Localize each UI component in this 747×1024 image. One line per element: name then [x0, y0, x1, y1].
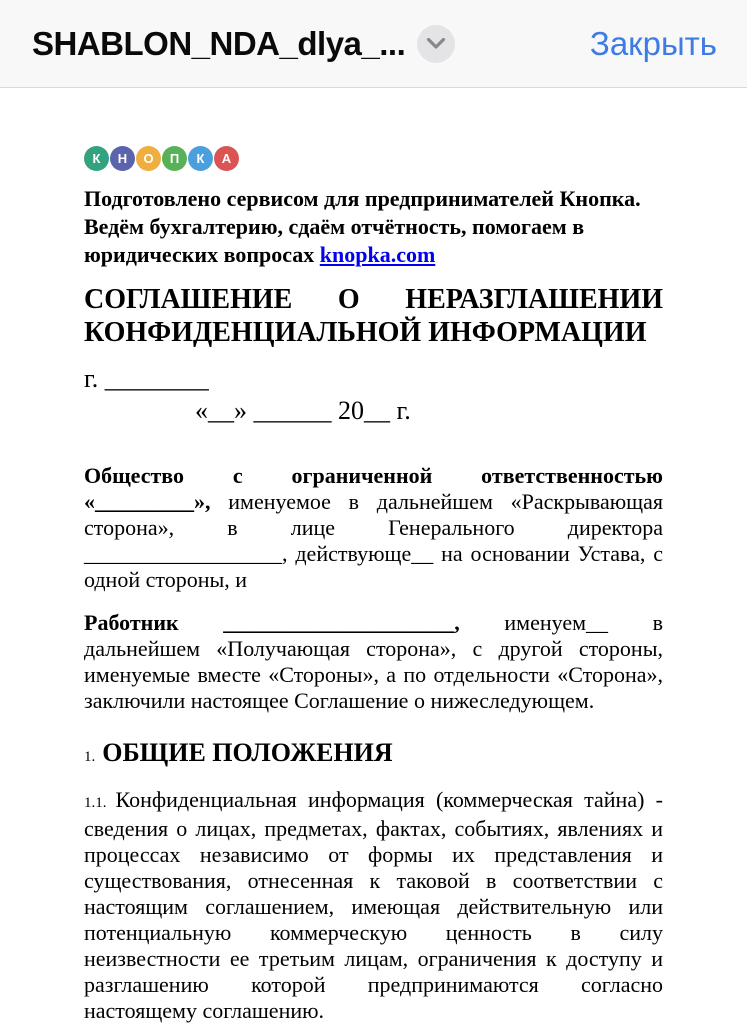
receiving-party-paragraph — [84, 610, 663, 714]
intro-text — [84, 185, 663, 269]
logo-circle-3: О — [136, 146, 161, 171]
logo-circle-5: К — [188, 146, 213, 171]
agreement-title: СОГЛАШЕНИЕ О НЕРАЗГЛАШЕНИИ КОНФИДЕНЦИАЛЬНОЙ ИНФОРМАЦИИ — [84, 284, 663, 348]
document-page — [0, 88, 747, 1024]
text-run: Работник _____________________, — [84, 610, 505, 635]
text-run: именуем__ в дальнейшем «Получающая сторона», с другой стороны, именуемые вместе «Стороны», а по отдельности «Сторона», заключили настоящее Соглашение о нижеследующем. — [84, 610, 663, 713]
header-bar — [0, 0, 747, 88]
title-dropdown-button[interactable] — [417, 25, 455, 63]
text-run: именуемое в дальнейшем «Раскрывающая сторона», в лице Генерального директора __________________, действующе__ на основании Устава, с одной стороны, и — [84, 489, 663, 592]
section-number: 1. — [84, 749, 96, 765]
knopka-logo — [84, 146, 663, 171]
logo-circle-2: Н — [110, 146, 135, 171]
close-button[interactable]: Закрыть — [589, 24, 717, 62]
clause-1-1 — [84, 787, 663, 1024]
section-heading — [84, 738, 663, 772]
knopka-link[interactable]: knopka.com — [319, 242, 436, 267]
section-title: ОБЩИЕ ПОЛОЖЕНИЯ — [102, 738, 393, 767]
text-run: Общество с ограниченной ответственностью «_________», — [84, 463, 663, 514]
logo-circle-4: П — [162, 146, 187, 171]
disclosing-party-paragraph — [84, 463, 663, 593]
file-title[interactable]: SHABLON_NDA_dlya_... — [32, 24, 406, 62]
logo-circle-6: А — [214, 146, 239, 171]
date-line: «__» ______ 20__ г. — [195, 396, 411, 425]
place-line: г. ________ — [84, 364, 209, 393]
clause-number: 1.1. — [84, 795, 107, 811]
logo-circle-1: К — [84, 146, 109, 171]
chevron-down-icon — [426, 38, 446, 50]
clause-text: Конфиденциальная информация (коммерческая тайна) - сведения о лицах, предметах, фактах, событиях, явлениях и процессах независимо от формы их представления и существования, отнесенная к таковой в соответствии с настоящим соглашением, имеющая действительную или потенциальную коммерческую ценность в силу неизвестности ее третьим лицам, ограничения к доступу и разглашению которой предпринимаются согласно настоящему соглашению. — [84, 787, 663, 1023]
text-run: Подготовлено сервисом для предпринимателей Кнопка. Ведём бухгалтерию, сдаём отчётность, помогаем в юридических вопросах — [84, 186, 641, 267]
